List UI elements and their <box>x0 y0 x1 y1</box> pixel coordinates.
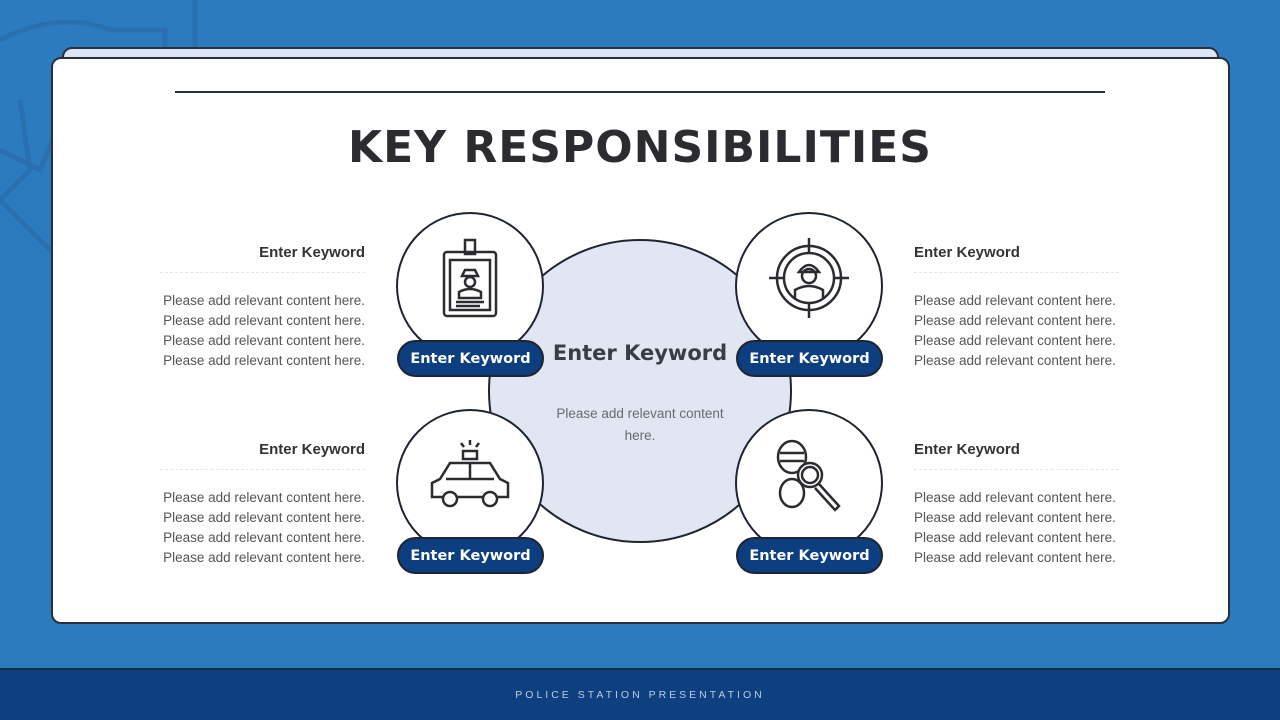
block-line: Please add relevant content here. <box>163 353 365 368</box>
block-line: Please add relevant content here. <box>163 550 365 565</box>
block-line: Please add relevant content here. <box>163 490 365 505</box>
block-line: Please add relevant content here. <box>163 510 365 525</box>
block-line: Please add relevant content here. <box>914 313 1116 328</box>
keyword-button-4[interactable]: Enter Keyword <box>736 537 883 574</box>
footer-text: POLICE STATION PRESENTATION <box>515 689 765 701</box>
block-line: Please add relevant content here. <box>163 293 365 308</box>
police-car-icon <box>428 439 512 511</box>
block-line: Please add relevant content here. <box>163 530 365 545</box>
block-line: Please add relevant content here. <box>163 313 365 328</box>
block-heading: Enter Keyword <box>259 244 365 261</box>
text-block-bottom-left <box>150 441 365 568</box>
investigation-circle <box>735 409 883 557</box>
block-line: Please add relevant content here. <box>914 490 1116 505</box>
block-line: Please add relevant content here. <box>914 510 1116 525</box>
keyword-button-1[interactable]: Enter Keyword <box>397 340 544 377</box>
fingerprint-magnifier-icon <box>774 437 844 513</box>
text-block-top-right <box>914 244 1129 371</box>
target-suspect-icon <box>767 236 851 320</box>
footer-bar <box>0 668 1280 720</box>
block-heading: Enter Keyword <box>914 244 1020 261</box>
block-line: Please add relevant content here. <box>914 293 1116 308</box>
block-line: Please add relevant content here. <box>914 530 1116 545</box>
block-line: Please add relevant content here. <box>914 550 1116 565</box>
block-heading: Enter Keyword <box>914 441 1020 458</box>
target-suspect-circle <box>735 212 883 360</box>
keyword-button-3[interactable]: Enter Keyword <box>397 537 544 574</box>
dashed-divider <box>914 469 1119 470</box>
dashed-divider <box>914 272 1119 273</box>
dashed-divider <box>160 272 365 273</box>
text-block-top-left <box>150 244 365 371</box>
center-text: Please add relevant content here. <box>556 406 724 443</box>
block-heading: Enter Keyword <box>259 441 365 458</box>
police-id-badge-icon <box>440 238 500 318</box>
text-block-bottom-right <box>914 441 1129 568</box>
police-car-circle <box>396 409 544 557</box>
block-line: Please add relevant content here. <box>914 333 1116 348</box>
title-divider <box>175 91 1105 93</box>
id-badge-circle <box>396 212 544 360</box>
block-line: Please add relevant content here. <box>914 353 1116 368</box>
keyword-button-2[interactable]: Enter Keyword <box>736 340 883 377</box>
center-heading: Enter Keyword <box>552 341 728 365</box>
page-title: KEY RESPONSIBILITIES <box>348 122 932 173</box>
block-line: Please add relevant content here. <box>163 333 365 348</box>
dashed-divider <box>160 469 365 470</box>
